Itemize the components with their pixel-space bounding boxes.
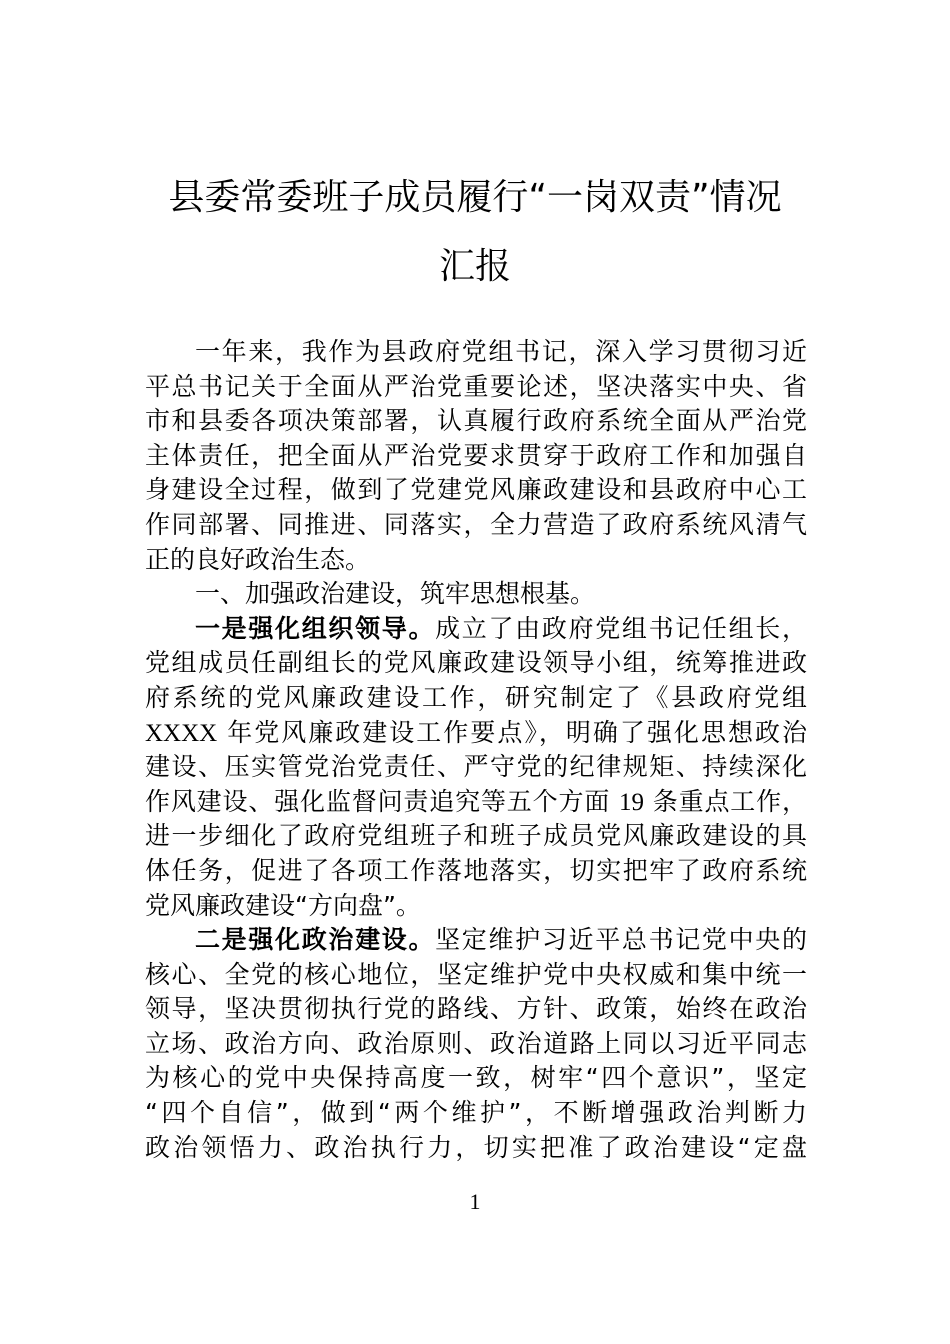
item-1-year-code: XXXX: [145, 719, 218, 747]
item-1-year-line: [145, 716, 807, 751]
item-2-line: 政治领悟力、政治执行力，切实把准了政治建设“定盘: [145, 1132, 807, 1162]
item-1-line: 党风廉政建设“方向盘”。: [145, 890, 421, 920]
intro-line: 主体责任，把全面从严治党要求贯穿于政府工作和加强自: [145, 440, 807, 470]
item-1-line: 体任务，促进了各项工作落地落实，切实把牢了政府系统: [145, 855, 807, 885]
section-heading: 一、加强政治建设，筑牢思想根基。: [195, 579, 596, 609]
intro-line: 身建设全过程，做到了党建党风廉政建设和县政府中心工: [145, 475, 807, 505]
item-1-count-line-after: 条重点工作，: [652, 786, 807, 816]
item-1-line: 党组成员任副组长的党风廉政建设领导小组，统筹推进政: [145, 648, 807, 678]
item-2-line: “四个自信”，做到“两个维护”，不断增强政治判断力: [145, 1098, 807, 1128]
item-2-lead: 二是强化政治建设。: [195, 925, 436, 955]
item-1-year-line-text: 年党风廉政建设工作要点》，明确了强化思想政治: [227, 717, 807, 747]
intro-line: 平总书记关于全面从严治党重要论述，坚决落实中央、省: [145, 371, 807, 401]
page-number: 1: [469, 1189, 481, 1214]
item-2-first-line-text: 坚定维护习近平总书记党中央的: [435, 925, 807, 955]
item-1-line: 府系统的党风廉政建设工作，研究制定了《县政府党组: [145, 682, 807, 712]
item-1-first-line: [145, 612, 807, 647]
document-body: [145, 335, 807, 1165]
item-2-line: 为核心的党中央保持高度一致，树牢“四个意识”，坚定: [145, 1063, 807, 1093]
item-1-line: 进一步细化了政府党组班子和班子成员党风廉政建设的具: [145, 821, 807, 851]
item-2-line: 领导，坚决贯彻执行党的路线、方针、政策，始终在政治: [145, 994, 807, 1024]
item-2-line: 核心、全党的核心地位，坚定维护党中央权威和集中统一: [145, 959, 807, 989]
item-1-count-number: 19: [618, 788, 644, 816]
item-1-count-line-before: 作风建设、强化监督问责追究等五个方面: [145, 786, 611, 816]
item-1-count-line: [145, 785, 807, 820]
intro-line: 正的良好政治生态。: [145, 544, 371, 574]
intro-line: 市和县委各项决策部署，认真履行政府系统全面从严治党: [145, 406, 807, 436]
intro-line: 一年来，我作为县政府党组书记，深入学习贯彻习近: [195, 337, 807, 366]
item-1-first-line-text: 成立了由政府党组书记任组长，: [435, 613, 807, 643]
item-1-lead: 一是强化组织领导。: [195, 613, 436, 643]
document-title-line-2: 汇报: [438, 246, 511, 287]
item-2-line: 立场、政治方向、政治原则、政治道路上同以习近平同志: [145, 1028, 807, 1058]
item-1-line: 建设、压实管党治党责任、严守党的纪律规矩、持续深化: [145, 752, 807, 782]
item-2-first-line: [145, 923, 807, 958]
document-title-line-1: 县委常委班子成员履行“一岗双责”情况: [168, 177, 782, 218]
intro-line: 作同部署、同推进、同落实，全力营造了政府系统风清气: [145, 509, 807, 539]
